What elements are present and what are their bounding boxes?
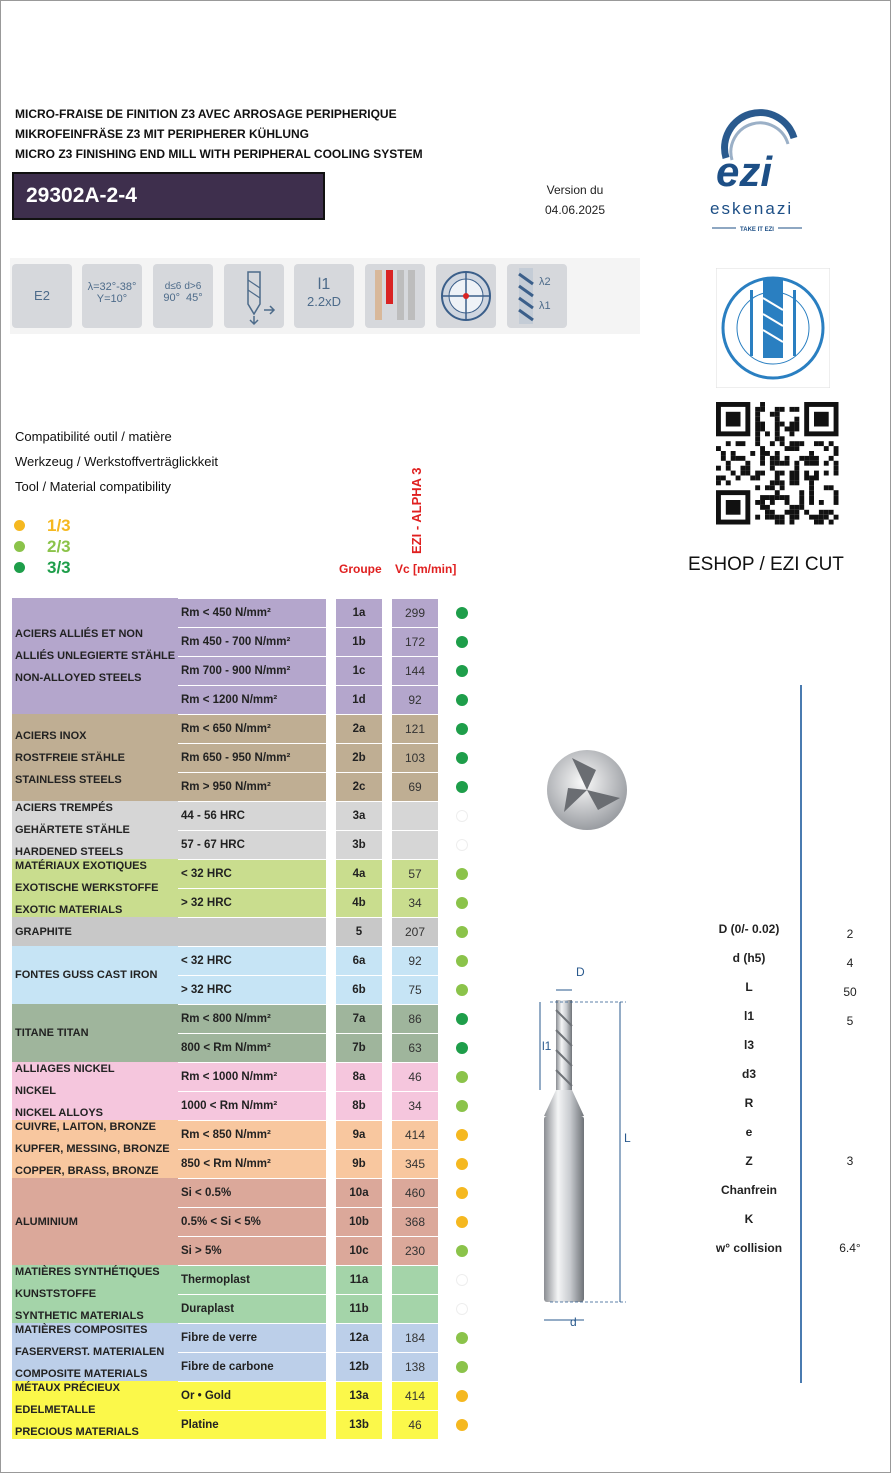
compatibility-dot: [456, 1071, 468, 1083]
group-code: 10b: [336, 1207, 382, 1236]
length-value: 2.2xD: [307, 294, 341, 309]
spec-row: [690, 1183, 870, 1203]
dim-d: d: [570, 1315, 577, 1329]
column-header-group: Groupe: [339, 562, 382, 576]
cutting-speed: 138: [392, 1352, 438, 1381]
cutting-speed: 46: [392, 1062, 438, 1091]
spec-row: [690, 922, 870, 942]
spec-key: e: [745, 1125, 753, 1139]
peripheral-cooling-badge: [716, 268, 830, 388]
compatibility-dot: [456, 1013, 468, 1025]
material-subclass: Fibre de verre: [178, 1323, 326, 1352]
compatibility-dot: [456, 636, 468, 648]
group-code: 10c: [336, 1236, 382, 1265]
material-name-line: ALLIAGES NICKEL: [15, 1063, 115, 1075]
spec-row: [690, 1125, 870, 1145]
legend-dot: [14, 562, 25, 573]
group-code: 1b: [336, 627, 382, 656]
material-group-name: [12, 1381, 178, 1439]
cutting-speed: [392, 801, 438, 830]
compatibility-dot: [456, 1361, 468, 1373]
cutting-length-icon: [294, 264, 354, 328]
cutting-speed: [392, 1265, 438, 1294]
coating-icon: [365, 264, 425, 328]
spec-row: [690, 1241, 870, 1261]
material-subclass: Thermoplast: [178, 1265, 326, 1294]
cutting-speed: 75: [392, 975, 438, 1004]
spec-key: R: [744, 1096, 754, 1110]
material-name-line: FONTES GUSS CAST IRON: [15, 969, 158, 981]
cutting-speed: 92: [392, 685, 438, 714]
material-name-line: CUIVRE, LAITON, BRONZE: [15, 1121, 156, 1133]
group-code: 6a: [336, 946, 382, 975]
material-subclass: Rm < 450 N/mm²: [178, 598, 326, 627]
product-code: 29302A-2-4: [12, 172, 325, 220]
dim-l1: l1: [542, 1039, 552, 1053]
spec-key: D (0/- 0.02): [718, 922, 780, 936]
compatibility-dot: [456, 1303, 468, 1315]
rating-legend: [14, 515, 71, 578]
cutting-speed: 460: [392, 1178, 438, 1207]
group-code: 1d: [336, 685, 382, 714]
spec-key: L: [745, 980, 753, 994]
material-subclass: Rm 650 - 950 N/mm²: [178, 743, 326, 772]
material-name-line: HARDENED STEELS: [15, 846, 124, 858]
compat-en: Tool / Material compatibility: [15, 479, 172, 494]
title-de: MIKROFEINFRÄSE Z3 MIT PERIPHERER KÜHLUNG: [15, 127, 310, 141]
cutting-speed: 69: [392, 772, 438, 801]
material-name-line: EXOTISCHE WERKSTOFFE: [15, 882, 159, 894]
spec-row: [690, 1009, 870, 1029]
material-subclass: Duraplast: [178, 1294, 326, 1323]
material-group-name: [12, 1265, 178, 1323]
material-name-line: COPPER, BRASS, BRONZE: [15, 1165, 159, 1177]
spec-key: Z: [745, 1154, 753, 1168]
qr-code[interactable]: [716, 402, 840, 532]
legend-row: [14, 557, 71, 578]
group-code: 12a: [336, 1323, 382, 1352]
compatibility-dot: [456, 1100, 468, 1112]
material-subclass: Rm < 1000 N/mm²: [178, 1062, 326, 1091]
cutting-speed: 57: [392, 859, 438, 888]
group-code: 11b: [336, 1294, 382, 1323]
material-name-line: FASERVERST. MATERIALEN: [15, 1346, 165, 1358]
logo-name: eskenazi: [710, 199, 794, 218]
material-subclass: < 32 HRC: [178, 859, 326, 888]
compatibility-dot: [456, 1158, 468, 1170]
material-subclass: Rm < 650 N/mm²: [178, 714, 326, 743]
group-code: 1c: [336, 656, 382, 685]
group-code: 13b: [336, 1410, 382, 1439]
angle-b: 45°: [186, 292, 203, 304]
compatibility-dot: [456, 868, 468, 880]
material-name-line: COMPOSITE MATERIALS: [15, 1368, 148, 1380]
spec-value: 50: [843, 985, 857, 999]
helix-angle-icon: [82, 264, 142, 328]
tool-side-view: [540, 965, 631, 1329]
material-group-name: [12, 1178, 178, 1265]
cutting-speed: 230: [392, 1236, 438, 1265]
variable-helix-icon: [507, 264, 567, 328]
spec-row: [690, 980, 870, 1000]
legend-dot: [14, 520, 25, 531]
cutting-speed: 368: [392, 1207, 438, 1236]
compatibility-dot: [456, 607, 468, 619]
helix-line2: Y=10°: [96, 293, 128, 305]
material-subclass: Fibre de carbone: [178, 1352, 326, 1381]
compatibility-dot: [456, 1042, 468, 1054]
material-name-line: GRAPHITE: [15, 925, 72, 938]
spec-value: 3: [846, 1154, 854, 1168]
spec-value: 6.4°: [839, 1241, 861, 1255]
material-subclass: Rm 700 - 900 N/mm²: [178, 656, 326, 685]
legend-label: 2/3: [47, 537, 71, 556]
cutting-speed: 86: [392, 1004, 438, 1033]
logo-tagline: TAKE IT EZI: [740, 227, 774, 233]
group-code: 12b: [336, 1352, 382, 1381]
shank-tolerance-icon: [153, 264, 213, 328]
eshop-label[interactable]: ESHOP / EZI CUT: [688, 554, 844, 575]
legend-dot: [14, 541, 25, 552]
spec-key: l1: [743, 1009, 754, 1023]
material-name-line: TITANE TITAN: [15, 1027, 89, 1039]
compatibility-dot: [456, 810, 468, 822]
material-group-name: [12, 801, 178, 859]
lambda2-label: λ2: [539, 276, 551, 288]
material-subclass: 44 - 56 HRC: [178, 801, 326, 830]
material-subclass: [178, 917, 326, 946]
legend-row: [14, 536, 71, 557]
e2-icon: [12, 264, 72, 328]
material-name-line: EDELMETALLE: [15, 1404, 96, 1416]
compatibility-dot: [456, 752, 468, 764]
spec-key: d (h5): [732, 951, 766, 965]
spec-key: l3: [743, 1038, 754, 1052]
material-subclass: 57 - 67 HRC: [178, 830, 326, 859]
compatibility-dot: [456, 955, 468, 967]
group-code: 10a: [336, 1178, 382, 1207]
cutting-speed: 103: [392, 743, 438, 772]
version-date: 04.06.2025: [544, 203, 606, 217]
material-subclass: Rm < 1200 N/mm²: [178, 685, 326, 714]
material-name-line: ACIERS TREMPÉS: [15, 802, 113, 814]
group-code: 1a: [336, 598, 382, 627]
material-name-line: KUPFER, MESSING, BRONZE: [15, 1143, 170, 1155]
compatibility-block: [15, 424, 218, 499]
cutting-speed: 184: [392, 1323, 438, 1352]
group-code: 8b: [336, 1091, 382, 1120]
spec-divider: [800, 685, 802, 1383]
dim-D: D: [576, 965, 585, 979]
material-name-line: SYNTHETIC MATERIALS: [15, 1310, 144, 1322]
group-code: 7a: [336, 1004, 382, 1033]
compatibility-dot: [456, 1332, 468, 1344]
cutting-speed: 299: [392, 598, 438, 627]
title-en: MICRO Z3 FINISHING END MILL WITH PERIPHERAL COOLING SYSTEM: [15, 147, 423, 161]
compatibility-dot: [456, 1390, 468, 1402]
material-subclass: 800 < Rm N/mm²: [178, 1033, 326, 1062]
spec-row: [690, 1154, 870, 1174]
cutting-speed: 46: [392, 1410, 438, 1439]
material-subclass: 850 < Rm N/mm²: [178, 1149, 326, 1178]
spec-value: 4: [846, 956, 854, 970]
dim-L: L: [624, 1131, 631, 1145]
spec-value: 2: [846, 927, 854, 941]
compatibility-dot: [456, 839, 468, 851]
material-subclass: Rm > 950 N/mm²: [178, 772, 326, 801]
cutting-speed: 34: [392, 1091, 438, 1120]
cutting-speed: 92: [392, 946, 438, 975]
material-name-line: MATIÈRES COMPOSITES: [15, 1324, 148, 1336]
group-code: 6b: [336, 975, 382, 1004]
material-name-line: MATIÈRES SYNTHÉTIQUES: [15, 1266, 160, 1278]
material-name-line: ROSTFREIE STÄHLE: [15, 751, 126, 764]
material-name-line: ACIERS INOX: [15, 729, 87, 742]
material-group-name: [12, 859, 178, 917]
material-group-name: [12, 946, 178, 1004]
material-subclass: > 32 HRC: [178, 888, 326, 917]
material-group-name: [12, 598, 178, 714]
cutting-speed: 414: [392, 1381, 438, 1410]
plunge-milling-icon: [224, 264, 284, 328]
material-subclass: Rm < 850 N/mm²: [178, 1120, 326, 1149]
spec-key: Chanfrein: [720, 1183, 777, 1197]
spec-row: [690, 1038, 870, 1058]
compatibility-dot: [456, 1187, 468, 1199]
version-label: Version du: [546, 183, 604, 197]
material-subclass: Rm 450 - 700 N/mm²: [178, 627, 326, 656]
material-name-line: MÉTAUX PRÉCIEUX: [15, 1382, 120, 1394]
length-label: l1: [317, 276, 331, 293]
compatibility-dot: [456, 694, 468, 706]
cutting-speed: 63: [392, 1033, 438, 1062]
group-code: 3a: [336, 801, 382, 830]
material-name-line: ALUMINIUM: [15, 1215, 78, 1228]
material-group-name: [12, 917, 178, 946]
cutting-speed: 144: [392, 656, 438, 685]
compatibility-dot: [456, 665, 468, 677]
compatibility-dot: [456, 1216, 468, 1228]
group-code: 8a: [336, 1062, 382, 1091]
material-name-line: NICKEL: [15, 1085, 56, 1097]
material-group-name: [12, 1323, 178, 1381]
cutting-speed: [392, 830, 438, 859]
shank-a: d≤6: [164, 281, 182, 292]
feature-icons-strip: [10, 258, 640, 334]
shank-b: d>6: [184, 281, 202, 292]
material-group-name: [12, 1120, 178, 1178]
material-name-line: PRECIOUS MATERIALS: [15, 1426, 139, 1438]
angle-a: 90°: [163, 292, 180, 304]
compatibility-dot: [456, 781, 468, 793]
material-subclass: > 32 HRC: [178, 975, 326, 1004]
group-code: 9a: [336, 1120, 382, 1149]
material-subclass: Si < 0.5%: [178, 1178, 326, 1207]
material-group-name: [12, 1062, 178, 1120]
material-name-line: ALLIÉS UNLEGIERTE STÄHLE: [15, 650, 176, 662]
material-name-line: STAINLESS STEELS: [15, 773, 122, 786]
spec-row: [690, 1067, 870, 1087]
cross-section-icon: [436, 264, 496, 328]
cutting-speed: 34: [392, 888, 438, 917]
lambda1-label: λ1: [539, 300, 551, 312]
group-code: 13a: [336, 1381, 382, 1410]
version-info: [520, 180, 630, 220]
compatibility-dot: [456, 1274, 468, 1286]
material-group-name: [12, 1004, 178, 1062]
spec-key: d3: [741, 1067, 756, 1081]
e2-label: E2: [34, 288, 50, 303]
compatibility-dot: [456, 1245, 468, 1257]
cutting-speed: 121: [392, 714, 438, 743]
group-code: 2c: [336, 772, 382, 801]
spec-row: [690, 1212, 870, 1232]
material-subclass: < 32 HRC: [178, 946, 326, 975]
spec-row: [690, 951, 870, 971]
material-name-line: NON-ALLOYED STEELS: [15, 672, 142, 684]
group-code: 2b: [336, 743, 382, 772]
spec-key: K: [744, 1212, 754, 1226]
material-subclass: 1000 < Rm N/mm²: [178, 1091, 326, 1120]
compatibility-dot: [456, 897, 468, 909]
tool-drawing: [520, 700, 650, 1360]
material-name-line: GEHÄRTETE STÄHLE: [15, 824, 130, 836]
compatibility-dot: [456, 1419, 468, 1431]
material-subclass: Rm < 800 N/mm²: [178, 1004, 326, 1033]
group-code: 7b: [336, 1033, 382, 1062]
material-subclass: Platine: [178, 1410, 326, 1439]
group-code: 5: [336, 917, 382, 946]
material-subclass: 0.5% < Si < 5%: [178, 1207, 326, 1236]
material-name-line: MATÉRIAUX EXOTIQUES: [15, 860, 147, 872]
legend-row: [14, 515, 71, 536]
cutting-speed: 345: [392, 1149, 438, 1178]
compatibility-dot: [456, 723, 468, 735]
material-name-line: KUNSTSTOFFE: [15, 1288, 97, 1300]
cutting-speed: [392, 1294, 438, 1323]
cutting-speed: 172: [392, 627, 438, 656]
material-group-name: [12, 714, 178, 801]
legend-label: 1/3: [47, 516, 71, 535]
spec-key: w° collision: [715, 1241, 783, 1255]
compatibility-dot: [456, 926, 468, 938]
grade-label: EZI - ALPHA 3: [409, 467, 424, 554]
cutting-speed: 414: [392, 1120, 438, 1149]
cutting-speed: 207: [392, 917, 438, 946]
material-name-line: EXOTIC MATERIALS: [15, 904, 123, 916]
product-titles: [15, 104, 423, 164]
group-code: 3b: [336, 830, 382, 859]
group-code: 9b: [336, 1149, 382, 1178]
spec-value: 5: [846, 1014, 854, 1028]
group-code: 2a: [336, 714, 382, 743]
material-subclass: Si > 5%: [178, 1236, 326, 1265]
material-subclass: Or • Gold: [178, 1381, 326, 1410]
legend-label: 3/3: [47, 558, 71, 577]
material-name-line: NICKEL ALLOYS: [15, 1107, 104, 1119]
column-header-vc: Vc [m/min]: [395, 562, 457, 576]
logo-brand: ezi: [716, 148, 773, 195]
helix-line1: λ=32°-38°: [87, 281, 137, 293]
group-code: 4b: [336, 888, 382, 917]
compat-de: Werkzeug / Werkstoffverträglickkeit: [15, 454, 219, 469]
title-fr: MICRO-FRAISE DE FINITION Z3 AVEC ARROSAGE PERIPHERIQUE: [15, 107, 397, 121]
tool-end-view: [547, 750, 627, 830]
material-name-line: ACIERS ALLIÉS ET NON: [15, 628, 143, 640]
group-code: 4a: [336, 859, 382, 888]
spec-row: [690, 1096, 870, 1116]
ezi-logo: [706, 108, 810, 233]
compatibility-dot: [456, 984, 468, 996]
compatibility-dot: [456, 1129, 468, 1141]
group-code: 11a: [336, 1265, 382, 1294]
compat-fr: Compatibilité outil / matière: [15, 429, 172, 444]
